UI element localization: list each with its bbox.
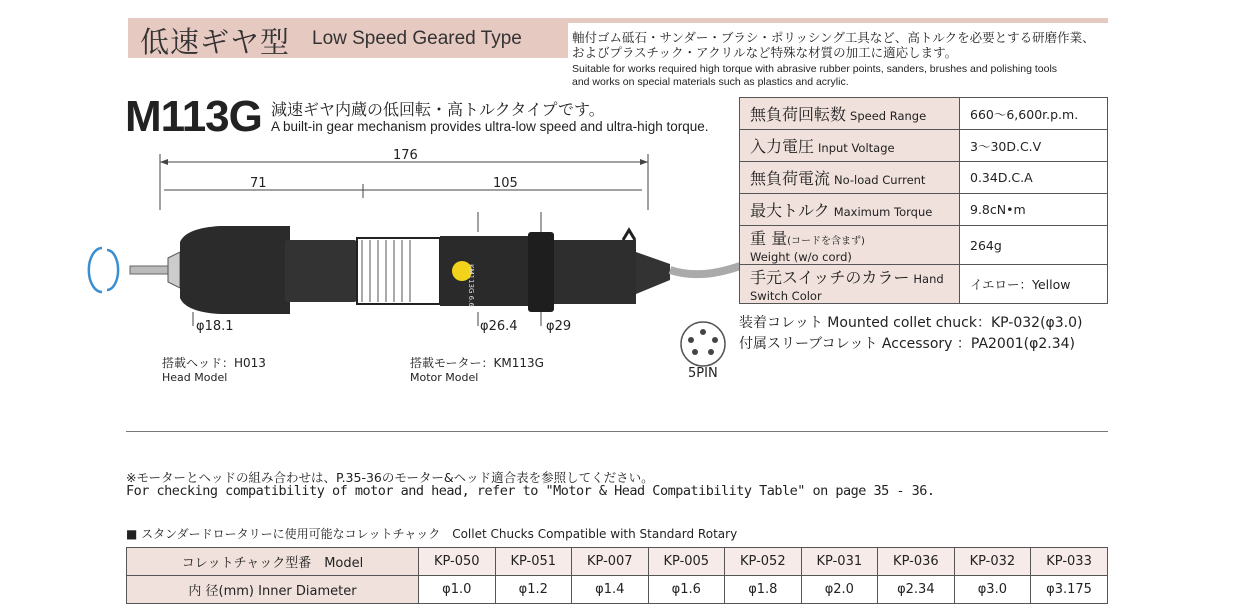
spec-label (740, 98, 960, 130)
spec-value: 264g (960, 226, 1108, 265)
accessory-collet: 付属スリーブコレット Accessory ：PA2001(φ2.34) (739, 336, 1075, 352)
power-cord (670, 266, 740, 274)
tool-head (180, 226, 290, 314)
collet-model-cell: KP-032 (954, 548, 1031, 576)
desc-jp-2: およびプラスチック・アクリルなど特殊な材質の加工に適応します。 (572, 45, 958, 60)
spec-value: 660～6,600r.p.m. (960, 98, 1108, 130)
spec-label-en: Speed Range (850, 109, 927, 123)
spec-label-en: Weight (w/o cord) (750, 250, 852, 264)
collet-diameter-cell: φ1.4 (572, 576, 649, 604)
head-model-en: Head Model (162, 371, 228, 384)
spec-label (740, 226, 960, 265)
spec-value: 9.8cN•m (960, 194, 1108, 226)
spec-label-jp: 無負荷回転数 (750, 105, 847, 124)
spec-label (740, 162, 960, 194)
spec-label-jp: 重 量 (750, 229, 788, 248)
dim-ring-diameter: φ29 (546, 319, 572, 334)
tagline-en: A built-in gear mechanism provides ultra-low speed and ultra-high torque. (271, 119, 709, 134)
spec-label-jp: 無負荷電流 (750, 169, 831, 188)
collet-diameter-cell: φ1.6 (648, 576, 725, 604)
dim-head-length: 71 (250, 176, 267, 191)
collet-diameter-cell: φ1.0 (419, 576, 496, 604)
collet-table (126, 547, 1108, 604)
motor-model-jp: 搭載モーター：KM113G (410, 356, 544, 370)
spec-row (740, 98, 1108, 130)
spec-label-en: Hand Switch Color (750, 272, 944, 303)
collet-diameter-cell: φ1.8 (725, 576, 802, 604)
tool-shaft (130, 266, 168, 274)
collet-diameter-cell: φ3.0 (954, 576, 1031, 604)
motor-model-en: Motor Model (410, 371, 479, 384)
compat-note-jp: ※モーターとヘッドの組み合わせは、P.35-36のモーター&ヘッド適合表を参照してください。 (126, 470, 654, 485)
desc-en-1: Suitable for works required high torque with abrasive rubber points, sanders, brushes and polishing tools (572, 63, 1058, 75)
head-grip (285, 240, 357, 302)
collet-diameter-row (127, 576, 1108, 604)
spec-label-jp: 最大トルク (750, 201, 830, 220)
compat-note-en: For checking compatibility of motor and head, refer to "Motor & Head Compatibility Table" on page 35 - 36. (126, 483, 935, 499)
collet-model-row (127, 548, 1108, 576)
collet-model-cell: KP-007 (572, 548, 649, 576)
collet-model-cell: KP-051 (495, 548, 572, 576)
collet-table-title: ■ スタンダードロータリーに使用可能なコレットチャック Collet Chucks Compatible with Standard Rotary (126, 527, 738, 541)
collet-diameter-header: 内 径(mm) Inner Diameter (127, 576, 419, 604)
spec-row (740, 130, 1108, 162)
pin-connector-icon (678, 320, 728, 368)
spec-label-en: Input Voltage (818, 141, 895, 155)
collet-model-header: コレットチャック型番 Model (127, 548, 419, 576)
spec-label (740, 265, 960, 304)
collet-model-cell: KP-052 (725, 548, 802, 576)
collet-model-cell: KP-050 (419, 548, 496, 576)
spec-row (740, 194, 1108, 226)
spec-label-en: No-load Current (834, 173, 926, 187)
spec-value: 0.34D.C.A (960, 162, 1108, 194)
pin-label: 5PIN (688, 366, 718, 381)
collet-diameter-cell: φ1.2 (495, 576, 572, 604)
collet-diameter-cell: φ2.0 (801, 576, 878, 604)
collet-model-cell: KP-031 (801, 548, 878, 576)
tool-diagram (80, 140, 740, 340)
body-label: KM113G 6.6 (467, 264, 475, 307)
head-model-jp: 搭載ヘッド：H013 (162, 356, 266, 370)
spec-value: 3～30D.C.V (960, 130, 1108, 162)
spec-table (739, 97, 1108, 304)
header-title-en: Low Speed Geared Type (312, 28, 522, 49)
rotation-icon (89, 248, 102, 292)
spec-label-jp-sub: (コードを含まず) (787, 236, 865, 247)
collet-model-cell: KP-036 (878, 548, 955, 576)
motor-ring (528, 232, 554, 312)
spec-row (740, 226, 1108, 265)
spec-label (740, 130, 960, 162)
collet-info (739, 313, 1083, 355)
collet-diameter-cell: φ3.175 (1031, 576, 1108, 604)
section-divider (126, 431, 1108, 432)
model-name: M113G (125, 92, 262, 141)
spec-value: イエロー：Yellow (960, 265, 1108, 304)
spec-row (740, 162, 1108, 194)
dim-body-diameter: φ26.4 (480, 319, 518, 334)
collet-model-cell: KP-033 (1031, 548, 1108, 576)
collet-diameter-cell: φ2.34 (878, 576, 955, 604)
dim-overall: 176 (393, 148, 418, 163)
tagline-jp: 減速ギヤ内蔵の低回転・高トルクタイプです。 (271, 100, 605, 119)
spec-row (740, 265, 1108, 304)
header-title-jp: 低速ギヤ型 (140, 25, 291, 59)
desc-jp-1: 軸付ゴム砥石・サンダー・ブラシ・ポリッシング工具など、高トルクを必要とする研磨作業、 (572, 30, 1095, 45)
dim-motor-length: 105 (493, 176, 518, 191)
motor-rear (554, 240, 636, 304)
spec-label-jp: 手元スイッチのカラー (750, 268, 910, 287)
collet-model-cell: KP-005 (648, 548, 725, 576)
dim-head-diameter: φ18.1 (196, 319, 234, 334)
spec-label (740, 194, 960, 226)
spec-label-en: Maximum Torque (833, 205, 933, 219)
mounted-collet: 装着コレット Mounted collet chuck：KP-032(φ3.0) (739, 315, 1083, 331)
spec-label-jp: 入力電圧 (750, 137, 815, 156)
desc-en-2: and works on special materials such as plastics and acrylic. (572, 76, 849, 88)
